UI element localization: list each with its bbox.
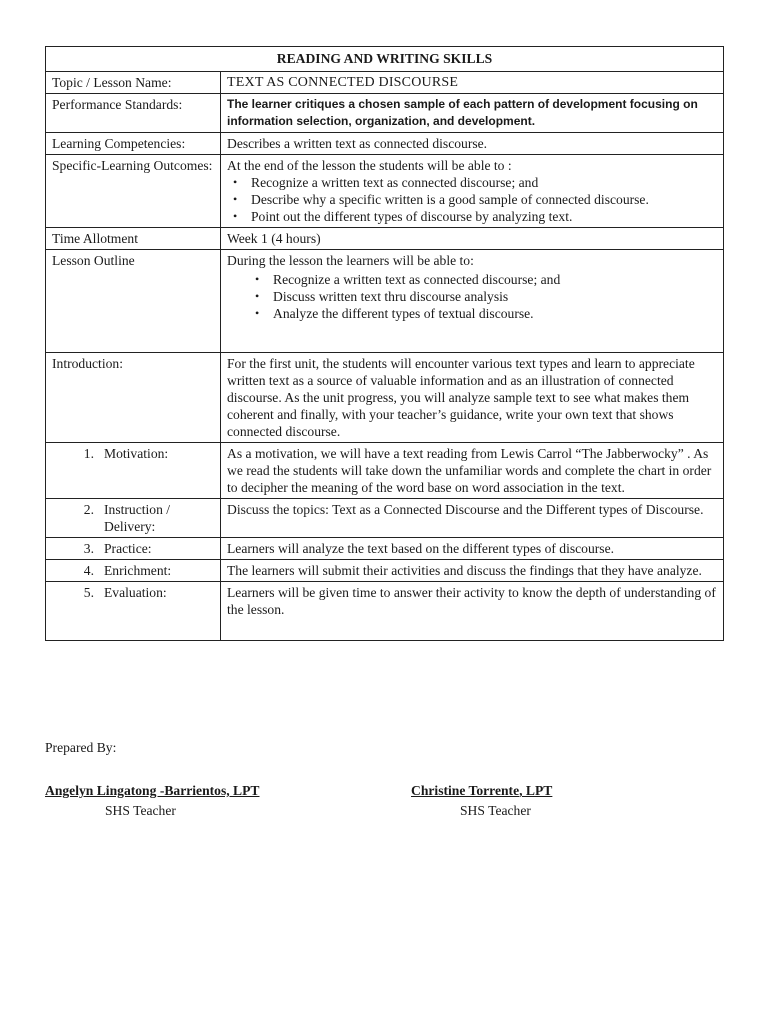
outcomes-cell [221,155,724,228]
step-row-instruction [46,499,724,538]
outcomes-label: Specific-Learning Outcomes: [46,155,221,228]
step-value: As a motivation, we will have a text reading from Lewis Carrol “The Jabberwocky” . As we read the students will take down the unfamiliar words and complete the chart in order to decipher the meaning of the word base on word association in the text. [221,443,724,499]
signatory-name: Angelyn Lingatong -Barrientos, LPT [45,783,260,798]
outline-list [227,271,717,322]
list-item: • Discuss written text thru discourse analysis [273,288,717,305]
prepared-by-label: Prepared By: [45,740,117,755]
step-number: 5. [83,585,94,600]
outcomes-intro: At the end of the lesson the students will be able to : [227,158,512,173]
signatory-name-2 [411,783,552,799]
outcomes-row [46,155,724,228]
signatory-suffix: , LPT [519,783,553,798]
signatory-role-2: SHS Teacher [460,803,531,818]
list-item: • Recognize a written text as connected discourse; and [273,271,717,288]
step-label: Enrichment: [104,563,172,578]
step-value: Discuss the topics: Text as a Connected Discourse and the Different types of Discourse. [221,499,724,538]
step-value: Learners will be given time to answer their activity to know the depth of understanding of the lesson. [221,582,724,641]
outcomes-list [227,174,717,225]
signatory-name-text: Christine Torrente [411,783,520,798]
outline-cell [221,250,724,353]
competencies-row [46,133,724,155]
step-number: 1. [83,446,94,461]
document-title: READING AND WRITING SKILLS [46,47,724,72]
step-label-cell [46,538,221,560]
list-item: • Analyze the different types of textual discourse. [273,305,717,322]
signatory-role: SHS Teacher [105,803,176,818]
competencies-label: Learning Competencies: [46,133,221,155]
step-row-enrichment [46,560,724,582]
list-item: • Recognize a written text as connected discourse; and [251,174,717,191]
step-row-motivation [46,443,724,499]
step-label-cell [46,443,221,499]
time-value: Week 1 (4 hours) [221,228,724,250]
topic-row [46,72,724,94]
list-item: • Point out the different types of discourse by analyzing text. [251,208,717,225]
step-value: The learners will submit their activities and discuss the findings that they have analyze. [221,560,724,582]
introduction-value: For the first unit, the students will encounter various text types and learn to appreciate written text as a source of valuable information and as an illustration of connected discourse. As the unit progress, you will analyze sample text to see what makes them coherent and finally, with your teacher’s guidance, write your own text that shows connected discourse. [221,353,724,443]
step-label: Instruction / Delivery: [104,502,171,534]
step-number: 2. [83,502,94,517]
introduction-row [46,353,724,443]
outline-row [46,250,724,353]
topic-value: TEXT AS CONNECTED DISCOURSE [221,72,724,94]
step-number: 4. [83,563,94,578]
performance-row [46,94,724,133]
step-label: Practice: [104,541,152,556]
step-label-cell [46,582,221,641]
time-label: Time Allotment [46,228,221,250]
step-value: Learners will analyze the text based on the different types of discourse. [221,538,724,560]
step-number: 3. [83,541,94,556]
outline-label: Lesson Outline [46,250,221,353]
outline-intro: During the lesson the learners will be able to: [227,253,474,268]
step-row-evaluation [46,582,724,641]
title-row [46,47,724,72]
topic-label: Topic / Lesson Name: [46,72,221,94]
step-label: Motivation: [104,446,169,461]
step-row-practice [46,538,724,560]
lesson-plan-table [45,46,724,641]
list-item: • Describe why a specific written is a good sample of connected discourse. [251,191,717,208]
performance-value: The learner critiques a chosen sample of each pattern of development focusing on information selection, organization, and development. [221,94,724,133]
step-label: Evaluation: [104,585,167,600]
step-label-cell [46,499,221,538]
competencies-value: Describes a written text as connected discourse. [221,133,724,155]
introduction-label: Introduction: [46,353,221,443]
time-row [46,228,724,250]
step-label-cell [46,560,221,582]
performance-label: Performance Standards: [46,94,221,133]
